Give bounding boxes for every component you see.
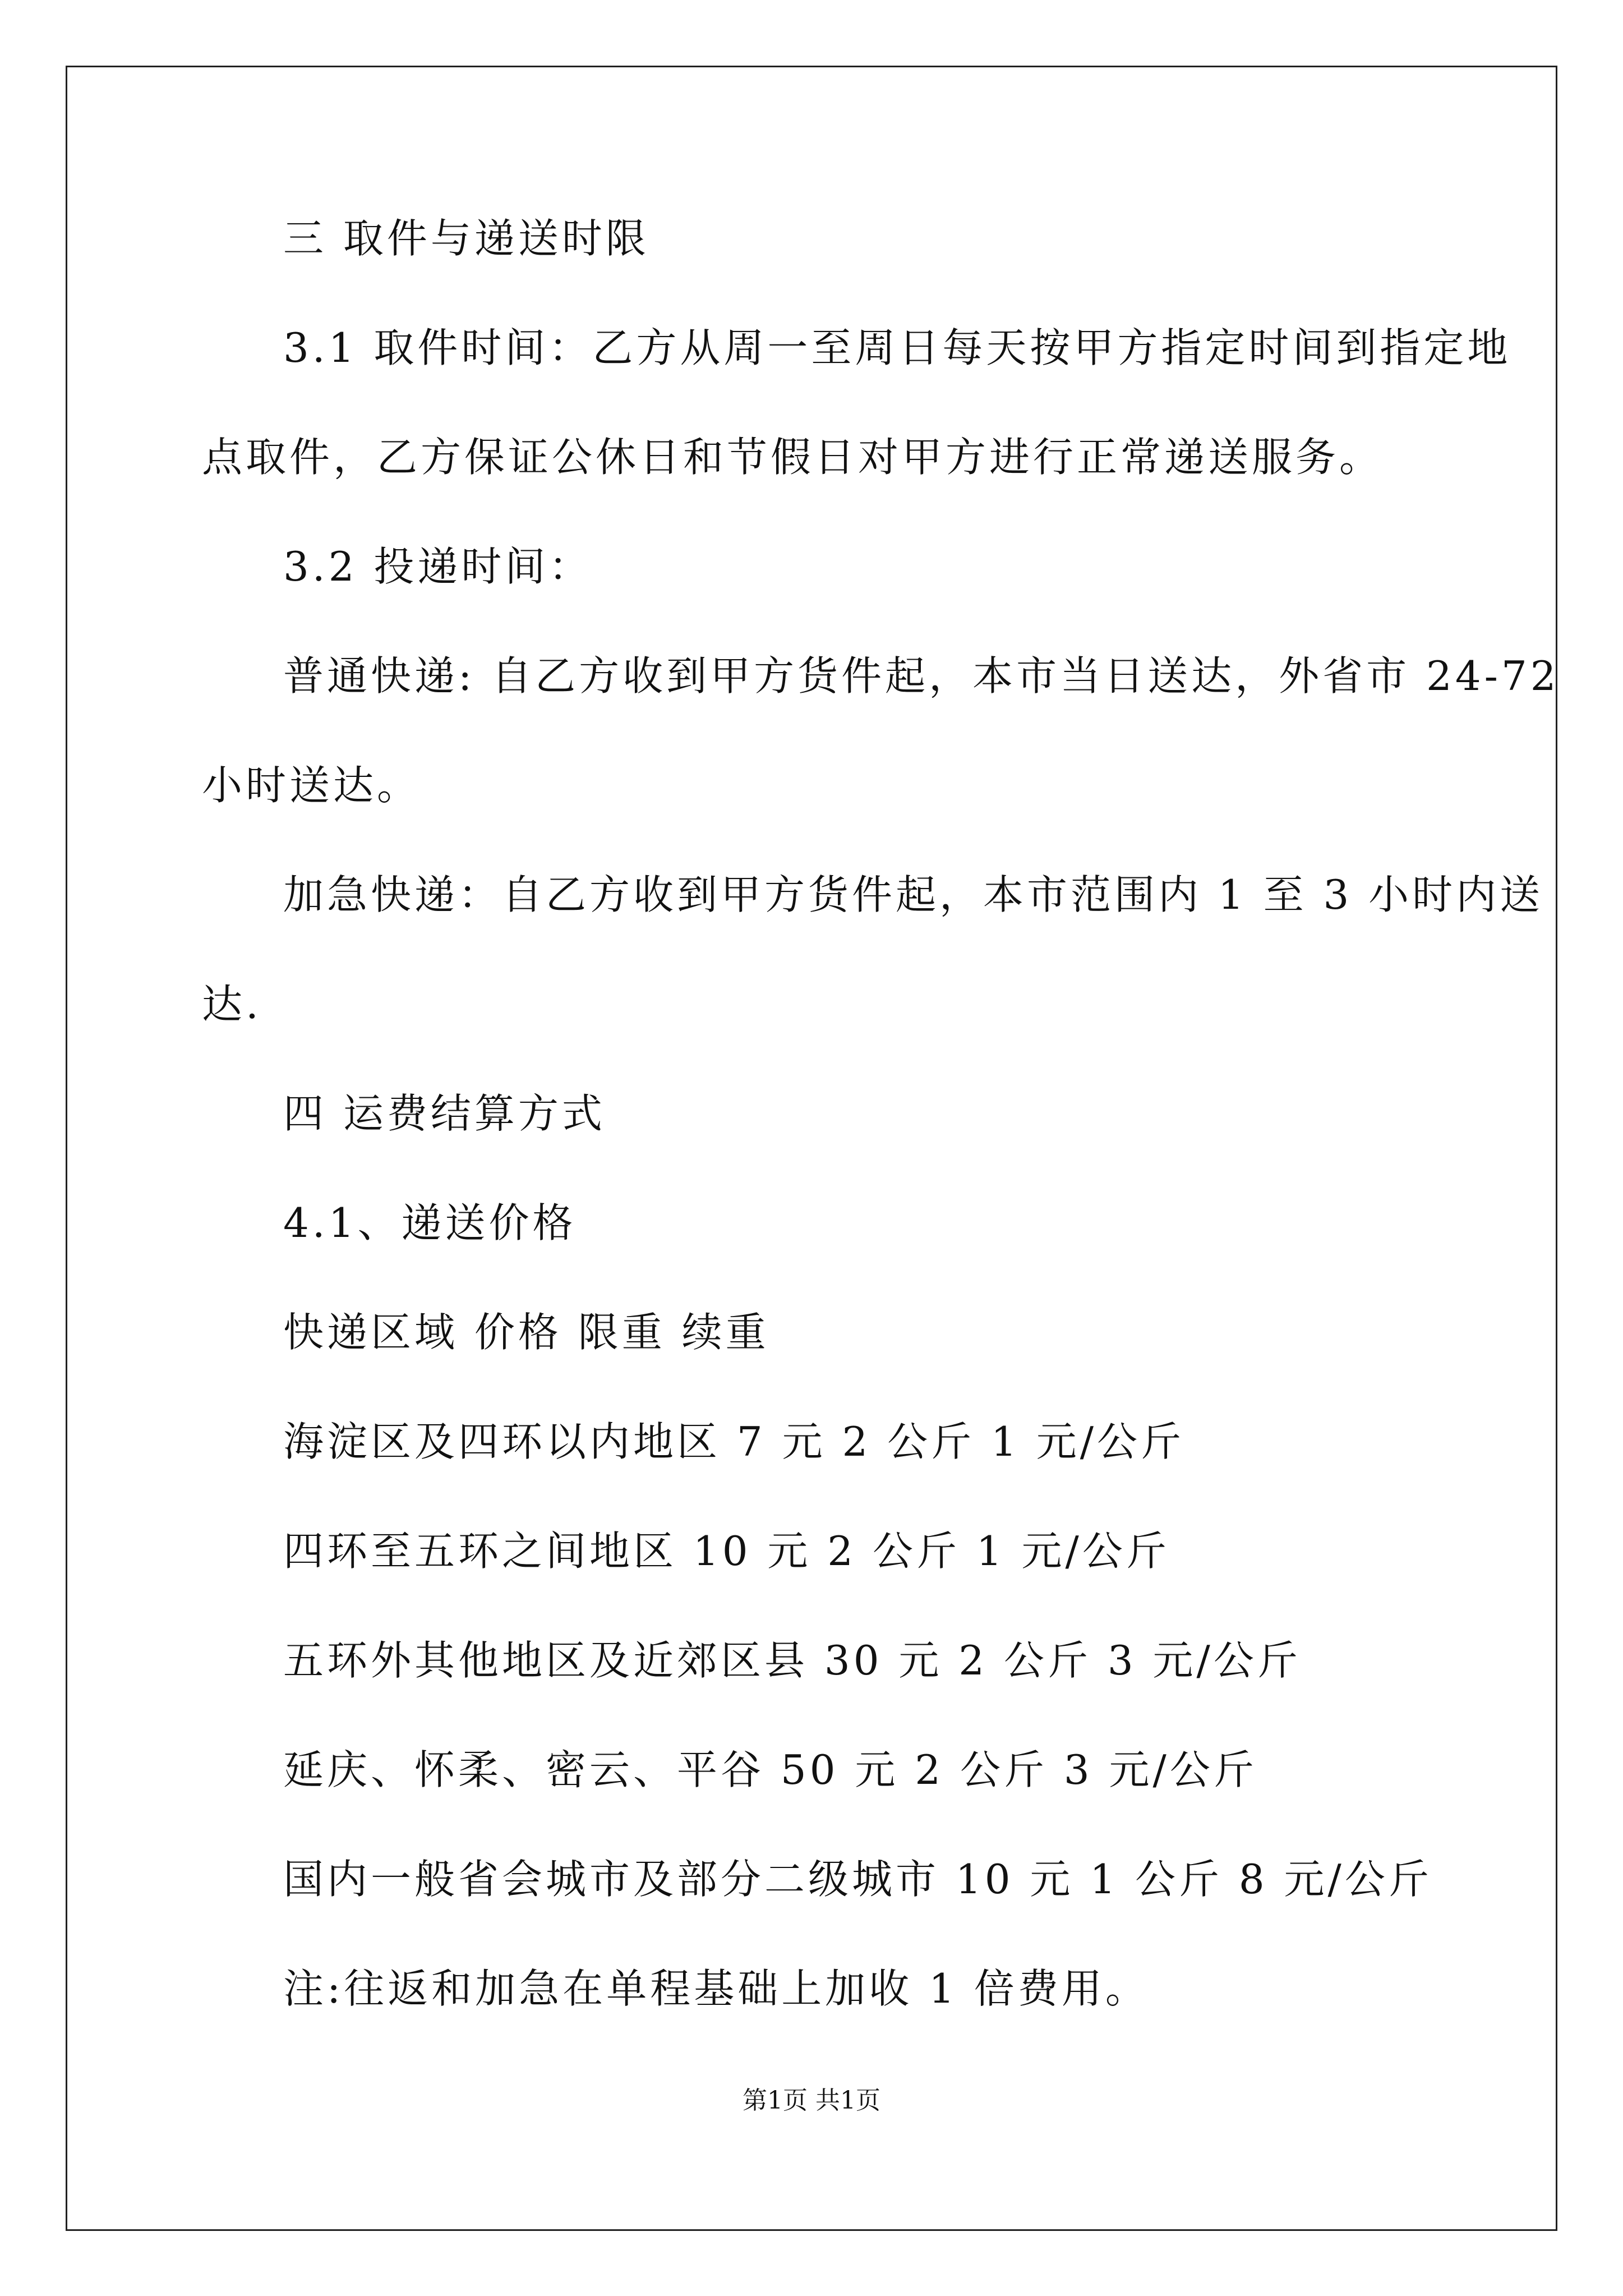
price-row: 延庆、怀柔、密云、平谷 50 元 2 公斤 3 元/公斤: [283, 1746, 1257, 1793]
note-line: 注:往返和加急在单程基础上加收 1 倍费用。: [283, 1965, 1149, 2012]
paragraph-line: 点取件，乙方保证公休日和节假日对甲方进行正常递送服务。: [202, 434, 1384, 481]
section-heading-4: 四 运费结算方式: [283, 1090, 606, 1137]
paragraph-line: 达.: [202, 981, 262, 1028]
paragraph-line: 小时送达。: [202, 762, 421, 809]
section-heading-3: 三 取件与递送时限: [283, 215, 649, 262]
page-footer: 第1页 共1页: [743, 2086, 880, 2115]
price-table-header: 快递区域 价格 限重 续重: [283, 1309, 769, 1356]
paragraph-line: 普通快递: 自乙方收到甲方货件起，本市当日送达，外省市 24-72: [283, 652, 1560, 700]
paragraph-line: 3.2 投递时间：: [283, 543, 593, 590]
price-row: 国内一般省会城市及部分二级城市 10 元 1 公斤 8 元/公斤: [283, 1856, 1432, 1903]
price-row: 五环外其他地区及近郊区县 30 元 2 公斤 3 元/公斤: [283, 1637, 1301, 1684]
price-row: 四环至五环之间地区 10 元 2 公斤 1 元/公斤: [283, 1527, 1170, 1575]
paragraph-line: 加急快递：自乙方收到甲方货件起，本市范围内 1 至 3 小时内送: [283, 871, 1544, 918]
page-border: [66, 66, 1557, 2231]
paragraph-line: 3.1 取件时间：乙方从周一至周日每天按甲方指定时间到指定地: [283, 324, 1511, 371]
price-row: 海淀区及四环以内地区 7 元 2 公斤 1 元/公斤: [283, 1418, 1185, 1465]
paragraph-line: 4.1、递送价格: [283, 1199, 577, 1246]
